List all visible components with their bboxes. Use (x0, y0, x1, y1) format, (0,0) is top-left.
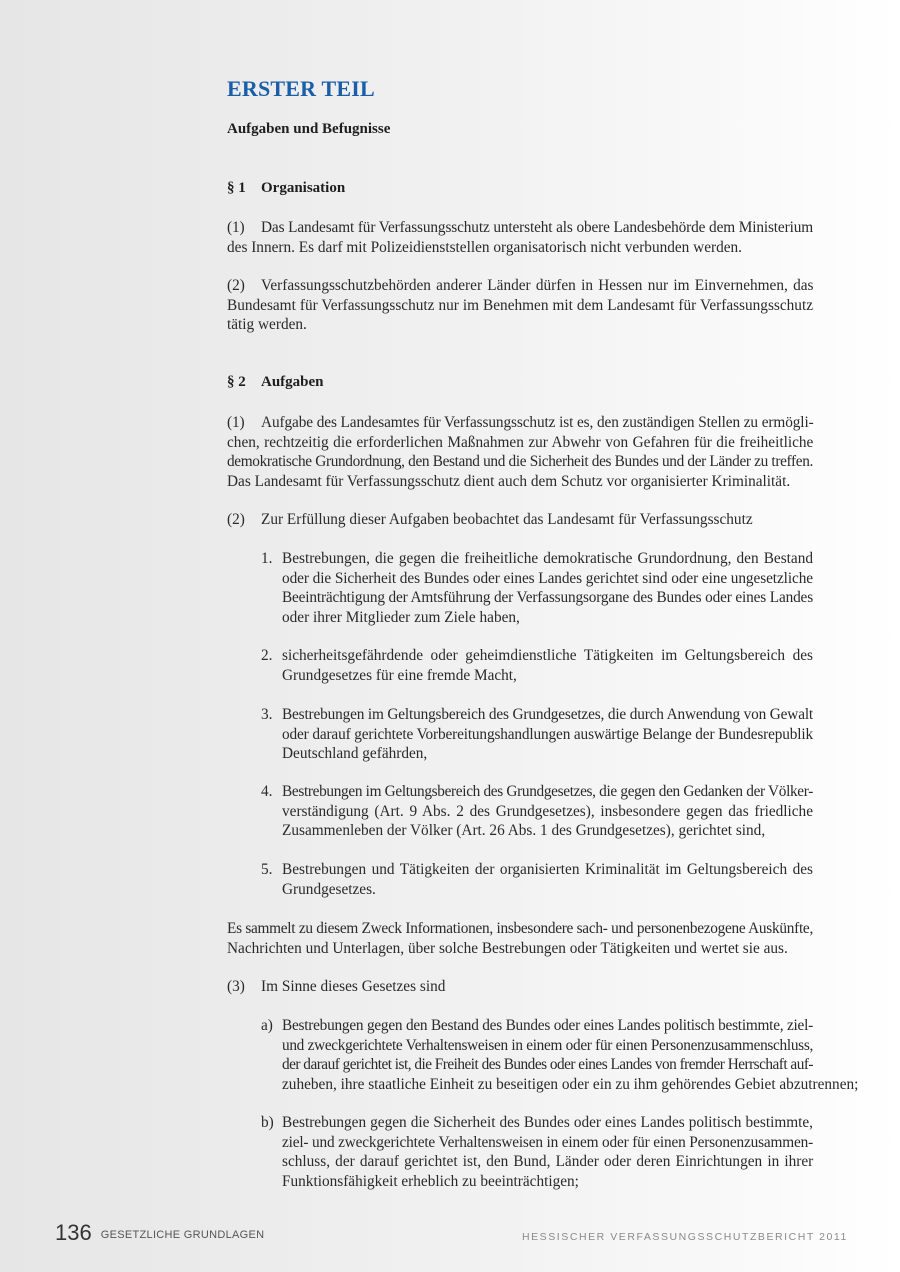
text-line: oder darauf gerichtete Vorbereitungshandlungen auswärtige Belange der Bundesrepublik (282, 725, 813, 743)
paragraph-number: (1) (227, 414, 245, 431)
list-item-a (261, 1016, 859, 1094)
text-line: Bestrebungen gegen die Sicherheit des Bundes oder eines Landes politisch bestimmte, (282, 1114, 813, 1131)
text-line: zuheben, ihre staatliche Einheit zu beseitigen oder ein zu ihm gehörendes Gebiet abzutrennen; (282, 1075, 859, 1093)
list-marker: 1. (261, 550, 273, 567)
text-line: chen, rechtzeitig die erforderlichen Maßnahmen zur Abwehr von Gefahren für die freiheitliche (227, 433, 814, 451)
text-line: Grundgesetzes für eine fremde Macht, (282, 666, 517, 684)
paragraph-number: (2) (227, 511, 245, 528)
paragraph-2-1 (227, 413, 813, 491)
text-line: des Innern. Es darf mit Polizeidienststellen organisatorisch nicht verbunden werden. (227, 238, 742, 256)
section-number: § 1 (227, 180, 246, 196)
footer-left (55, 1220, 264, 1246)
text-line: ziel- und zweckgerichtete Verhaltensweisen in einem oder für einen Personenzusammen- (282, 1133, 813, 1151)
list-marker: a) (261, 1017, 273, 1034)
text-line: tätig werden. (227, 316, 307, 333)
paragraph-2-2-closing (227, 919, 813, 958)
list-marker: 3. (261, 706, 273, 723)
section-heading-1 (227, 180, 345, 197)
text-line: Zusammenleben der Völker (Art. 26 Abs. 1 des Grundgesetzes), gerichtet sind, (282, 822, 766, 839)
text-line: Bestrebungen im Geltungsbereich des Grundgesetzes, die durch Anwendung von Gewalt (282, 706, 813, 723)
list-marker: 5. (261, 861, 273, 878)
text-line: Grundgesetzes. (282, 880, 376, 898)
text-line: Nachrichten und Unterlagen, über solche Bestrebungen oder Tätigkeiten und wertet sie aus. (227, 939, 788, 957)
list-marker: 4. (261, 783, 273, 800)
text-line: Verfassungsschutzbehörden anderer Länder dürfen in Hessen nur im Einvernehmen, das (261, 277, 814, 294)
text-line: Es sammelt zu diesem Zweck Informationen, insbesondere sach- und personenbezogene Auskünfte, (227, 920, 813, 937)
text-line: Beeinträchtigung der Amtsführung der Verfassungsorgane des Bundes oder eines Landes (282, 589, 813, 606)
paragraph-number: (3) (227, 978, 245, 995)
part-subtitle: Aufgaben und Befugnisse (227, 121, 391, 137)
text-line: Deutschland gefährden, (282, 745, 428, 762)
section-title: Aufgaben (261, 374, 324, 390)
text-line: Im Sinne dieses Gesetzes sind (261, 978, 446, 995)
text-line: oder ihrer Mitglieder zum Ziele haben, (282, 608, 520, 626)
footer-section-label: GESETZLICHE GRUNDLAGEN (100, 1229, 265, 1241)
text-line: Bestrebungen im Geltungsbereich des Grundgesetzes, die gegen den Gedanken der Völker- (282, 783, 813, 800)
text-line: der darauf gerichtet ist, die Freiheit des Bundes oder eines Landes von fremder Herrschaft auf- (282, 1056, 813, 1073)
list-marker: b) (261, 1114, 274, 1131)
paragraph-1-2 (227, 276, 813, 335)
text-line: demokratische Grundordnung, den Bestand und die Sicherheit des Bundes und der Länder zu treffen. (227, 453, 813, 470)
paragraph-2-3-intro (227, 977, 813, 997)
paragraph-number: (2) (227, 277, 245, 294)
text-line: Bestrebungen, die gegen die freiheitliche demokratische Grundordnung, den Bestand (282, 550, 813, 567)
list-item-4 (261, 782, 813, 841)
list-marker: 2. (261, 647, 273, 664)
text-line: Das Landesamt für Verfassungsschutz untersteht als obere Landesbehörde dem Ministerium (261, 219, 813, 236)
paragraph-number: (1) (227, 219, 245, 236)
text-line: Bundesamt für Verfassungsschutz nur im Benehmen mit dem Landesamt für Verfassungsschutz (227, 296, 813, 314)
text-line: sicherheitsgefährdende oder geheimdienstliche Tätigkeiten im Geltungsbereich des (282, 647, 813, 664)
text-line: verständigung (Art. 9 Abs. 2 des Grundgesetzes), insbesondere gegen das friedliche (282, 802, 813, 820)
text-line: Bestrebungen gegen den Bestand des Bundes oder eines Landes politisch bestimmte, ziel- (282, 1017, 813, 1034)
paragraph-1-1 (227, 218, 813, 257)
page-number: 136 (55, 1220, 92, 1245)
text-line: Funktionsfähigkeit erheblich zu beeinträchtigen; (282, 1172, 579, 1190)
list-item-5 (261, 860, 813, 899)
text-line: Das Landesamt für Verfassungsschutz dient auch dem Schutz vor organisierter Kriminalität. (227, 472, 791, 490)
list-item-1 (261, 549, 813, 627)
text-line: Bestrebungen und Tätigkeiten der organisierten Kriminalität im Geltungsbereich des (282, 861, 813, 878)
section-title: Organisation (261, 180, 346, 196)
text-line: Aufgabe des Landesamtes für Verfassungsschutz ist es, den zuständigen Stellen zu ermögli- (261, 414, 814, 431)
text-line: und zweckgerichtete Verhaltensweisen in einem oder für einen Personenzusammenschluss, (282, 1036, 813, 1054)
section-number: § 2 (227, 374, 246, 390)
footer-publication-title: HESSISCHER VERFASSUNGSSCHUTZBERICHT 2011 (522, 1231, 848, 1243)
section-heading-2 (227, 374, 324, 391)
text-line: Zur Erfüllung dieser Aufgaben beobachtet das Landesamt für Verfassungsschutz (261, 511, 753, 528)
paragraph-2-2-intro (227, 510, 813, 530)
text-line: oder die Sicherheit des Bundes oder eines Landes gerichtet sind oder eine ungesetzliche (282, 569, 813, 587)
list-item-2 (261, 646, 813, 685)
text-line: schluss, der darauf gerichtet ist, den Bund, Länder oder deren Einrichtungen in ihrer (282, 1153, 814, 1170)
part-title: ERSTER TEIL (227, 76, 375, 101)
list-item-b (261, 1113, 813, 1191)
list-item-3 (261, 705, 813, 764)
